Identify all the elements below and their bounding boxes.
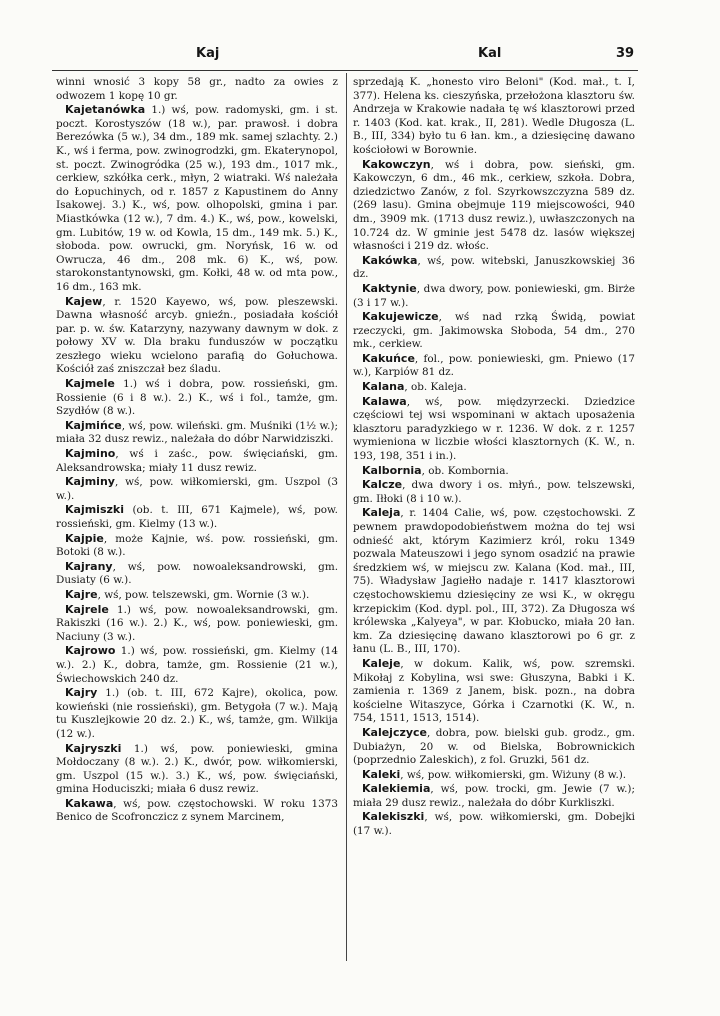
entry-headword: Kakujewicze	[362, 310, 439, 324]
entry-text: , wś, pow. wileński. gm. Muśniki (1½ w.); miała 32 dusz rewiz., należała do dóbr Narwidziszki.	[56, 419, 338, 446]
entry-headword: Kajre	[65, 587, 98, 601]
entry	[353, 506, 635, 657]
entry	[56, 377, 338, 419]
entry-text: , r. 1404 Calie, wś, pow. częstochowski. Z pewnem prawdopodobieństwem można do tej wsi odnieść akt, którym Kazimierz król, roku 1349 pozwala Mateuszowi i jego synom osadzić na prawie średzkiem wś, w miejscu zw. Kalana (Kod. mał., III, 75). Władysław Jagiełło nadaje r. 1417 klasztorowi częstochowskiemu dziesięciny ze wsi K., w okręgu krzepickim (Kod. dypl. pol., III, 372). Za Długosza wś królewska „Kalyeya", w par. Kłobucko, miała 20 łan. km. Za dziesięcinę dawano klasztorowi po 6 gr. z łanu (L. B., III, 170).	[353, 507, 635, 656]
entry-headword: Kakówka	[362, 253, 418, 267]
entry	[56, 295, 338, 378]
entry-text: , wś i dobra, pow. sieński, gm. Kakowczyn, 6 dm., 46 mk., cerkiew, szkoła. Dobra, dziedzictwo Zanów, z fol. Szyrkowszczyzna 589 dz. (269 lasu). Gmina obejmuje 119 miejscowości, 940 dm., 3909 mk. (1713 dusz rewiz.), uwłaszczonych na 10.724 dz. W gminie jest 5478 dz. lasów większej własności i 219 dz. włośc.	[353, 158, 635, 253]
entry-headword: Kajminy	[65, 475, 115, 489]
entry	[56, 742, 338, 797]
entry-headword: Kalcze	[362, 478, 403, 492]
entry-headword: Kajry	[65, 686, 98, 700]
entry-text: , wś, pow. witebski, Januszkowskiej 36 dz.	[353, 254, 635, 281]
entry-text: , dwa dwory, pow. poniewieski, gm. Birże (3 i 17 w.).	[353, 282, 635, 309]
entry	[56, 103, 338, 294]
entry-headword: Kalekiemia	[362, 782, 431, 796]
entry	[56, 475, 338, 503]
entry-text: 1.) (ob. t. III, 672 Kajre), okolica, pow. kowieński (nie rossieński), gm. Betygoła (7 w.). Mają tu Kuszlejkowie 20 dz. 2.) K., wś, tamże, gm. Wilkija (12 w.).	[56, 687, 338, 740]
entry-text: , wś, pow. nowoaleksandrowski, gm. Dusiaty (6 w.).	[56, 560, 338, 587]
entry-text: , w dokum. Kalik, wś, pow. szremski. Mikołaj z Kobylina, wsi swe: Głuszyna, Babki i K. zamienia r. 1369 z Janem, bisk. pozn., na dobra kościelne Witaszyce, Górka i Czarnotki (K. W., n. 754, 1511, 1513, 1514).	[353, 657, 635, 725]
entry-headword: Kalejczyce	[362, 725, 428, 739]
entry-text: , wś i zaśc., pow. święciański, gm. Aleksandrowska; miały 11 dusz rewiz.	[56, 448, 338, 474]
entry-text: , wś nad rzką Świdą, powiat rzeczycki, gm. Jakimowska Słoboda, 54 dm., 270 mk., cerkiew.	[353, 311, 635, 351]
entry	[353, 464, 635, 479]
entry	[353, 380, 635, 395]
entry	[353, 478, 635, 506]
entry-text: (ob. t. III, 671 Kajmele), wś, pow. rossieński, gm. Kielmy (13 w.).	[56, 504, 338, 530]
entry-headword: Kakowczyn	[362, 157, 431, 171]
entry	[353, 657, 635, 726]
entry-text: , wś, pow. wiłkomierski, gm. Wiżuny (8 w.).	[400, 768, 627, 781]
entry-headword: Kajmiszki	[65, 503, 124, 517]
entry-headword: Kajrany	[65, 559, 113, 573]
entry-text: , wś, pow. trocki, gm. Jewie (7 w.); miała 29 dusz rewiz., należała do dóbr Kurkliszki.	[353, 783, 635, 809]
entry-headword: Kajpie	[65, 531, 104, 545]
entry-headword: Kaleki	[362, 767, 401, 781]
entry-text: , ob. Kaleja.	[404, 381, 467, 394]
entry-headword: Kajetanówka	[65, 103, 146, 117]
entry-text: 1.) wś, pow. nowoaleksandrowski, gm. Rakiszki (16 w.). 2.) K., wś, pow. poniewieski, gm. Naciuny (3 w.).	[56, 603, 338, 643]
entry	[353, 810, 635, 838]
entry	[56, 797, 338, 825]
entry	[353, 310, 635, 352]
entry	[353, 782, 635, 810]
entry-headword: Kajmino	[65, 447, 116, 461]
entry-text: 1.) wś, pow. radomyski, gm. i st. poczt. Korostyszów (18 w.), par. prawosł. i dobra Berezówka (5 w.), 34 dm., 189 mk. samej szlachty. 2.) K., wś i ferma, pow. zwinogrodzki, gm. Ekaterynopol, st. poczt. Zwinogródka (25 w.), 193 dm., 1017 mk., cerkiew, szkółka cerk., młyn, 2 wiatraki. Wś należała do Łopuchinych, od r. 1857 z Kapustinem do Anny Isakowej. 3.) K., wś, pow. olhopolski, gmina i par. Miastkówka (12 w.), 7 dm. 4.) K., wś, pow., kowelski, gm. Lubitów, 19 w. od Kowla, 15 dm., 149 mk. 5.) K., słoboda. pow. owrucki, gm. Noryńsk, 16 w. od Owrucza, 46 dm., 208 mk. 6) K., wś, pow. starokonstantynowski, gm. Kołki, 48 w. od mta pow., 16 dm., 163 mk.	[56, 104, 338, 293]
entry-headword: Kakuńce	[362, 351, 415, 365]
entry-headword: Kaleje	[362, 656, 401, 670]
entry-headword: Kajmele	[65, 377, 115, 391]
entry	[56, 419, 338, 447]
entry	[56, 503, 338, 531]
header-rule	[52, 70, 638, 71]
entry-headword: Kalbornia	[362, 463, 422, 477]
entry-text: , dwa dwory i os. młyń., pow. telszewski, gm. Iłłoki (8 i 10 w.).	[353, 479, 635, 505]
entry-text: , fol., pow. poniewieski, gm. Pniewo (17 w.), Karpiów 81 dz.	[353, 352, 635, 379]
entry-text: , wś, pow. wiłkomierski, gm. Uszpol (3 w.).	[56, 476, 338, 502]
entry-headword: Kalekiszki	[362, 810, 425, 824]
entry-headword: Kaleja	[362, 506, 401, 520]
entry	[353, 158, 635, 254]
entry-headword: Kaktynie	[362, 281, 417, 295]
entry	[353, 726, 635, 768]
entry	[353, 254, 635, 282]
entry	[56, 447, 338, 475]
entry	[353, 395, 635, 464]
entry-text: , dobra, pow. bielski gub. grodz., gm. Dubiażyn, 20 w. od Bielska, Bobrownickich (poprzednio Zaleskich), z fol. Gruzki, 561 dz.	[353, 726, 635, 767]
right-running-head: Kal	[478, 46, 502, 61]
page-number: 39	[616, 46, 635, 61]
entry-headword: Kajmińce	[65, 418, 122, 432]
entry-text: 1.) wś, pow. rossieński, gm. Kielmy (14 w.). 2.) K., dobra, tamże, gm. Rossienie (21 w.), Świechowskich 240 dz.	[56, 645, 338, 685]
entry	[353, 282, 635, 310]
entry-text: , wś, pow. międzyrzecki. Dziedzice częściowi tej wsi wspominani w aktach uposażenia klasztoru paradyzkiego w r. 1236. W dok. z r. 1257 wymieniona w liczbie włości klasztornych (K. W., n. 193, 198, 351 i in.).	[353, 395, 635, 463]
entry-text: , wś, pow. telszewski, gm. Wornie (3 w.).	[97, 588, 310, 601]
entry	[56, 603, 338, 645]
entry-text: sprzedają K. „honesto viro Beloni" (Kod. mał., t. I, 377). Helena ks. cieszyńska, przełożona klasztoru św. Andrzeja w Krakowie nadała tę wś klasztorowi przed r. 1403 (Kod. kat. krak., II, 281). Wedle Długosza (L. B., III, 334) było tu 6 łan. km., a dziesięcinę dawano kościołowi w Borownie.	[353, 76, 635, 156]
entry-headword: Kakawa	[65, 796, 114, 810]
entry-headword: Kajrele	[65, 602, 109, 616]
left-column	[56, 76, 338, 956]
entry-headword: Kalana	[362, 380, 405, 394]
entry	[56, 76, 338, 103]
entry	[56, 644, 338, 686]
entry	[56, 588, 338, 603]
entry-text: , może Kajnie, wś. pow. rossieński, gm. Botoki (8 w.).	[56, 532, 338, 559]
left-running-head: Kaj	[196, 46, 220, 61]
entry-text: , wś, pow. wiłkomierski, gm. Dobejki (17 w.).	[353, 811, 635, 838]
entry	[353, 352, 635, 380]
entry-text: , ob. Kombornia.	[421, 464, 509, 477]
entry	[56, 686, 338, 741]
entry-text: , wś, pow. częstochowski. W roku 1373 Benico de Scofronczicz z synem Marcinem,	[56, 797, 338, 824]
entry-text: , r. 1520 Kayewo, wś, pow. pleszewski. Dawna własność arcyb. gnieźn., posiadała kościół par. p. w. św. Katarzyny, nazywany dawnym w dok. z połowy XV w. Dla braku funduszów w początku zeszłego wieku wcielono parafią do Gołuchowa. Kościół zaś zniszczał bez śladu.	[56, 295, 338, 376]
entry	[56, 532, 338, 560]
entry-text: winni wnosić 3 kopy 58 gr., nadto za owies z odwozem 1 kopę 10 gr.	[56, 76, 338, 102]
column-divider	[346, 73, 347, 961]
entry	[353, 76, 635, 158]
entry	[56, 560, 338, 588]
entry-headword: Kajrowo	[65, 644, 116, 658]
entry	[353, 768, 635, 783]
right-column	[353, 76, 635, 956]
entry-text: 1.) wś i dobra, pow. rossieński, gm. Rossienie (6 i 8 w.). 2.) K., wś i fol., tamże, gm. Szydłów (8 w.).	[56, 378, 338, 418]
entry-headword: Kajryszki	[65, 741, 122, 755]
entry-headword: Kalawa	[362, 394, 407, 408]
entry-text: 1.) wś, pow. poniewieski, gmina Mołdoczany (8 w.). 2.) K., dwór, pow. wiłkomierski, gm. Uszpol (15 w.). 3.) K., wś, pow. święciański, gmina Hoduciszki; miała 6 dusz rewiz.	[56, 742, 338, 796]
entry-headword: Kajew	[65, 294, 103, 308]
